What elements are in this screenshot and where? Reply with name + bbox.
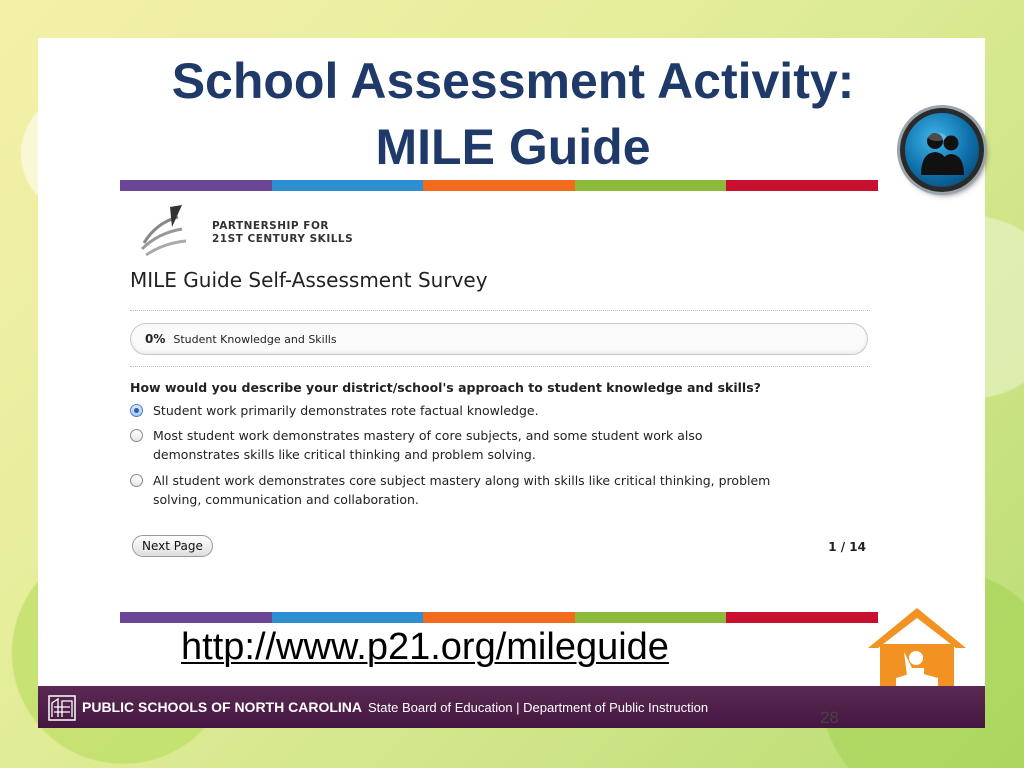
option-text: Student work primarily demonstrates rote factual knowledge. — [153, 403, 539, 418]
radio-button[interactable] — [130, 429, 143, 442]
option-text: Most student work demonstrates mastery of core subjects, and some student work also — [153, 428, 703, 443]
footer-bar — [38, 686, 985, 728]
title-line-2: MILE Guide — [375, 119, 651, 175]
progress-percent: 0% — [145, 332, 166, 346]
color-stripe-bottom — [120, 612, 878, 623]
radio-button-selected[interactable] — [130, 404, 143, 417]
answer-option-2[interactable] — [130, 426, 830, 464]
survey-title: MILE Guide Self-Assessment Survey — [130, 268, 488, 292]
next-page-button[interactable]: Next Page — [132, 535, 213, 557]
option-text: All student work demonstrates core subject mastery along with skills like critical thinking, problem — [153, 473, 771, 488]
slide — [38, 38, 985, 728]
footer-org: PUBLIC SCHOOLS OF NORTH CAROLINA — [82, 699, 362, 715]
people-icon — [900, 108, 984, 192]
divider — [130, 366, 870, 367]
radio-button[interactable] — [130, 474, 143, 487]
progress-label: Student Knowledge and Skills — [173, 333, 337, 346]
page-count: 1 / 14 — [828, 540, 866, 554]
nc-seal-icon — [48, 695, 76, 721]
option-text: demonstrates skills like critical thinking and problem solving. — [153, 447, 536, 462]
slide-title — [98, 48, 928, 180]
logo-line-1: PARTNERSHIP FOR — [212, 220, 329, 232]
answer-option-1[interactable] — [130, 401, 830, 420]
footer-detail: State Board of Education | Department of Public Instruction — [368, 700, 709, 715]
divider — [130, 310, 870, 311]
logo-line-2: 21ST CENTURY SKILLS — [212, 233, 354, 245]
survey-screenshot — [120, 198, 878, 608]
title-line-1: School Assessment Activity: — [171, 53, 855, 109]
p21-logo-icon — [136, 203, 198, 263]
answer-option-3[interactable] — [130, 471, 830, 509]
footer-text — [82, 699, 708, 715]
p21-logo-text — [212, 220, 353, 246]
mileguide-link[interactable]: http://www.p21.org/mileguide — [181, 626, 669, 668]
option-text: solving, communication and collaboration. — [153, 492, 419, 507]
color-stripe-top — [120, 180, 878, 191]
survey-question: How would you describe your district/school's approach to student knowledge and skills? — [130, 380, 761, 395]
progress-bar — [130, 323, 868, 355]
page-number: 28 — [820, 708, 839, 727]
